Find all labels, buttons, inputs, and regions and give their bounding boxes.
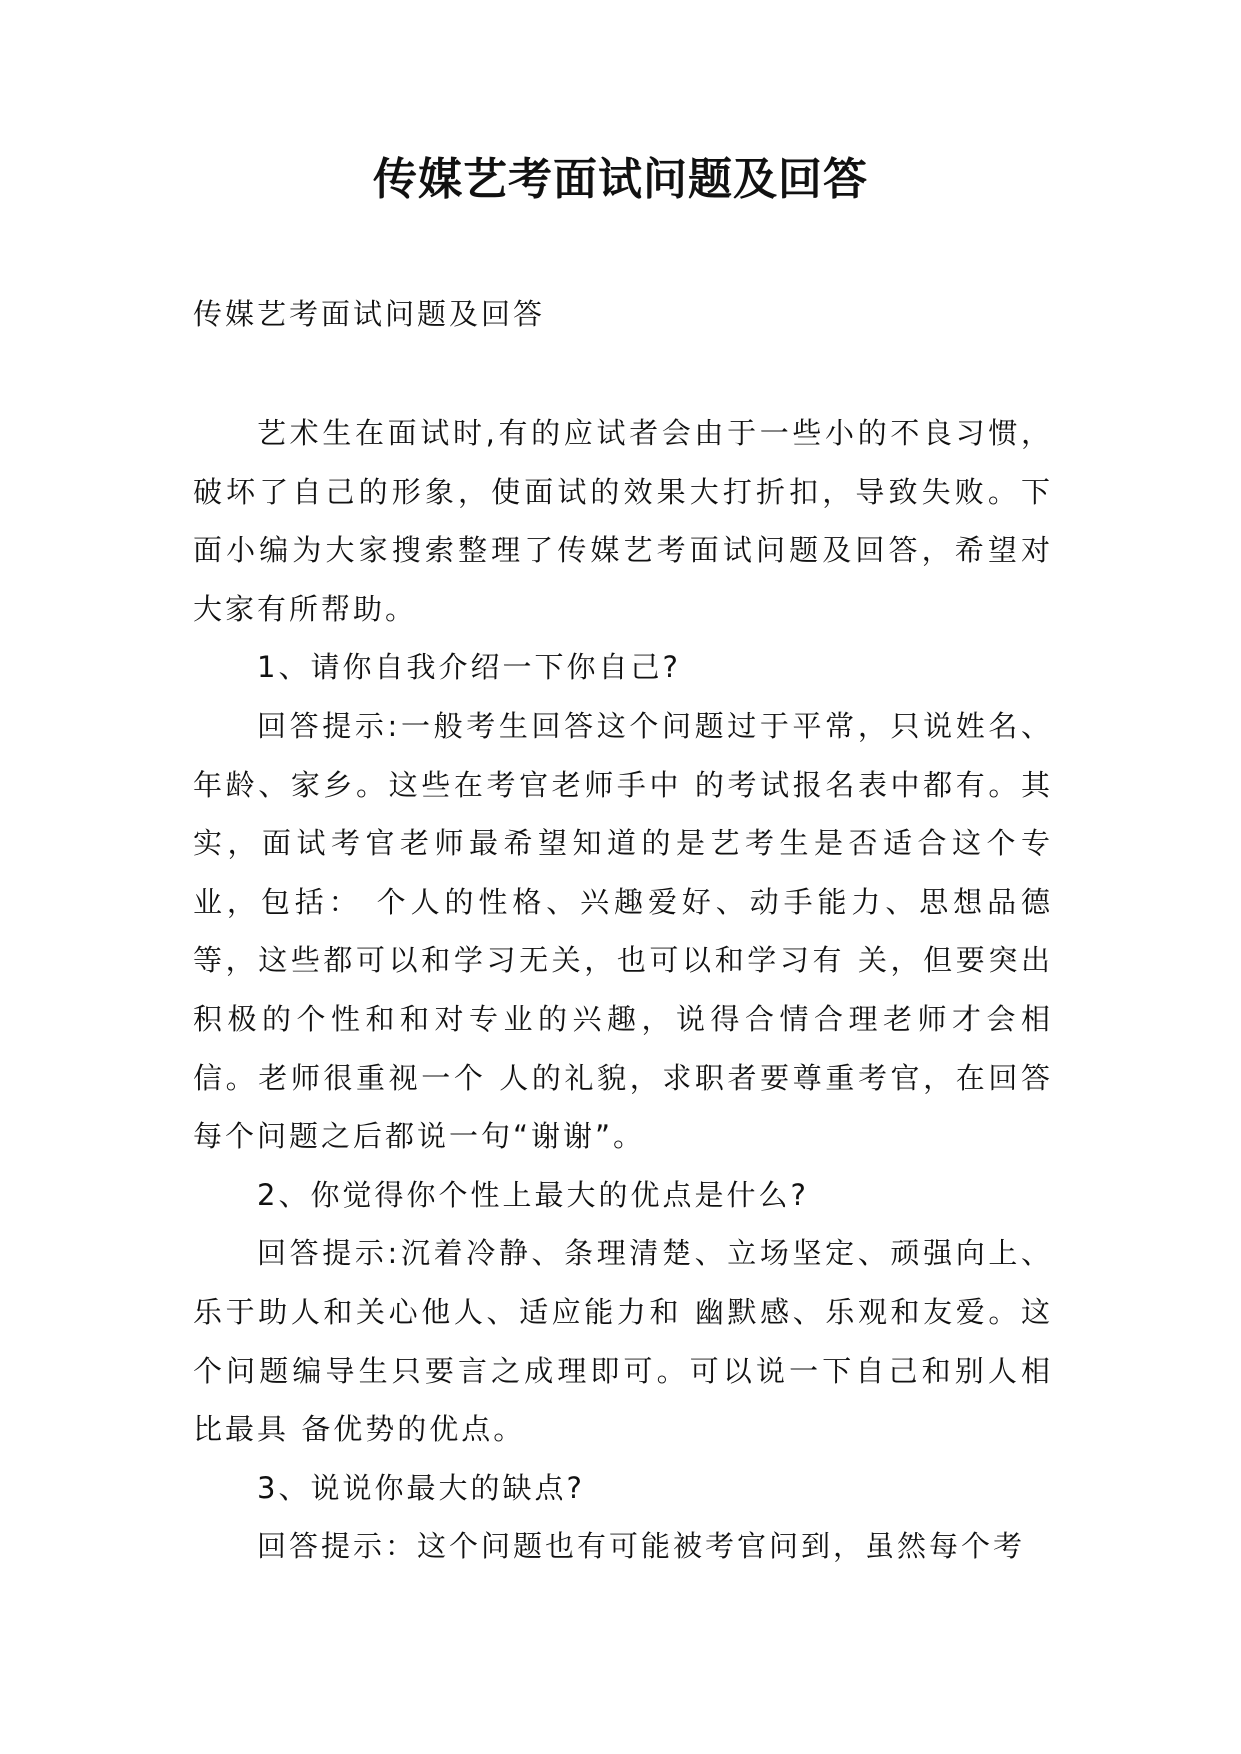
document-title: 传媒艺考面试问题及回答: [373, 154, 868, 205]
answer-3: 回答提示：这个问题也有可能被考官问到，虽然每个考: [257, 1529, 1026, 1564]
question-1: 1、请你自我介绍一下你自己?: [257, 650, 681, 685]
question-2: 2、你觉得你个性上最大的优点是什么?: [257, 1177, 809, 1212]
document-body: [193, 404, 1053, 1576]
answer-1: 回答提示:一般考生回答这个问题过于平常，只说姓名、年龄、家乡。这些在考官老师手中 的考试报名表中都有。其实，面试考官老师最希望知道的是艺考生是否适合这个专业，包括： 个人的性格、兴趣爱好、动手能力、思想品德等，这些都可以和学习无关，也可以和学习有 关，但要突出积极的个性和和对专业的兴趣，说得合情合理老师才会相信。老师很重视一个 人的礼貌，求职者要尊重考官，在回答每个问题之后都说一句“谢谢”。: [193, 708, 1053, 1154]
question-3: 3、说说你最大的缺点?: [257, 1470, 585, 1505]
intro-paragraph: 艺术生在面试时,有的应试者会由于一些小的不良习惯，破坏了自己的形象，使面试的效果大打折扣，导致失败。下面小编为大家搜索整理了传媒艺考面试问题及回答，希望对大家有所帮助。: [193, 416, 1053, 626]
answer-2: 回答提示:沉着冷静、条理清楚、立场坚定、顽强向上、乐于助人和关心他人、适应能力和 幽默感、乐观和友爱。这个问题编导生只要言之成理即可。可以说一下自己和别人相比最具 备优势的优点。: [193, 1236, 1053, 1447]
document-subtitle: 传媒艺考面试问题及回答: [193, 297, 546, 331]
